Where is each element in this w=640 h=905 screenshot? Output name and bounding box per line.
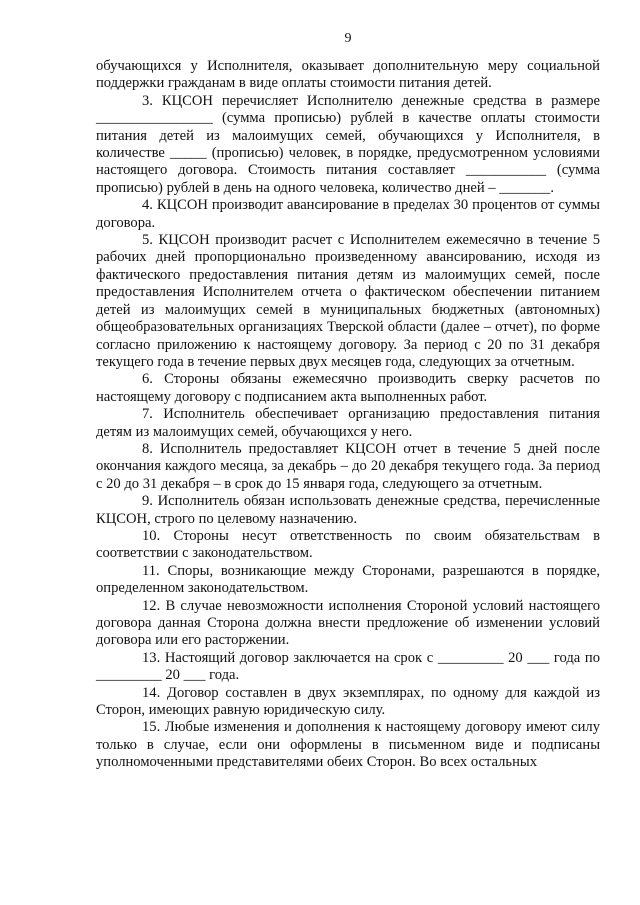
paragraph-5: 7. Исполнитель обеспечивает организацию предоставления питания детям из малоимущих семей, обучающихся у него. bbox=[96, 406, 600, 440]
document-page bbox=[96, 30, 600, 772]
paragraph-7: 9. Исполнитель обязан использовать денежные средства, перечисленные КЦСОН, строго по целевому назначению. bbox=[96, 493, 600, 527]
paragraph-12: 14. Договор составлен в двух экземплярах, по одному для каждой из Сторон, имеющих равную юридическую силу. bbox=[96, 684, 600, 719]
paragraph-2: 4. КЦСОН производит авансирование в пределах 30 процентов от суммы договора. bbox=[96, 197, 600, 231]
paragraph-10: 12. В случае невозможности исполнения Стороной условий настоящего договора данная Сторона должна внести предложение об изменении условий договора или его расторжении. bbox=[96, 597, 600, 649]
paragraph-4: 6. Стороны обязаны ежемесячно производить сверку расчетов по настоящему договору с подписанием акта выполненных работ. bbox=[96, 371, 600, 405]
page-number: 9 bbox=[344, 31, 352, 46]
paragraph-0: обучающихся у Исполнителя, оказывает дополнительную меру социальной поддержки гражданам в виде оплаты стоимости питания детей. bbox=[96, 58, 600, 92]
paragraph-6: 8. Исполнитель предоставляет КЦСОН отчет в течение 5 дней после окончания каждого месяца, за декабрь – до 20 декабря текущего года. За период с 20 до 31 декабря – в срок до 15 января года, следующего за отчетным. bbox=[96, 440, 600, 492]
paragraph-13: 15. Любые изменения и дополнения к настоящему договору имеют силу только в случае, если они оформлены в письменном виде и подписаны уполномоченными представителями обеих Сторон. Во всех остальных bbox=[96, 719, 600, 771]
document-body bbox=[96, 58, 600, 772]
paragraph-9: 11. Споры, возникающие между Сторонами, разрешаются в порядке, определенном законодательством. bbox=[96, 562, 600, 597]
paragraph-1: 3. КЦСОН перечисляет Исполнителю денежные средства в размере ________________ (сумма прописью) рублей в качестве оплаты стоимости питания детей из малоимущих семей, обучающихся у Исполнителя, в количестве _____ (прописью) человек, в порядке, предусмотренном условиями настоящего договора. Стоимость питания составляет ___________ (сумма прописью) рублей в день на одного человека, количество дней – _______. bbox=[96, 92, 600, 196]
paragraph-3: 5. КЦСОН производит расчет с Исполнителем ежемесячно в течение 5 рабочих дней пропорционально произведенному авансированию, исходя из фактического предоставления питания детям из малоимущих семей, после предоставления Исполнителем отчета о фактическом обеспечении питанием детей из малоимущих семей в муниципальных бюджетных (автономных) общеобразовательных организациях Тверской области (далее – отчет), по форме согласно приложению к настоящему договору. За период с 20 по 31 декабря текущего года в течение первых двух месяцев года, следующих за отчетным. bbox=[96, 232, 600, 370]
paragraph-8: 10. Стороны несут ответственность по своим обязательствам в соответствии с законодательством. bbox=[96, 527, 600, 562]
paragraph-11: 13. Настоящий договор заключается на срок с _________ 20 ___ года по _________ 20 ___ года. bbox=[96, 649, 600, 684]
